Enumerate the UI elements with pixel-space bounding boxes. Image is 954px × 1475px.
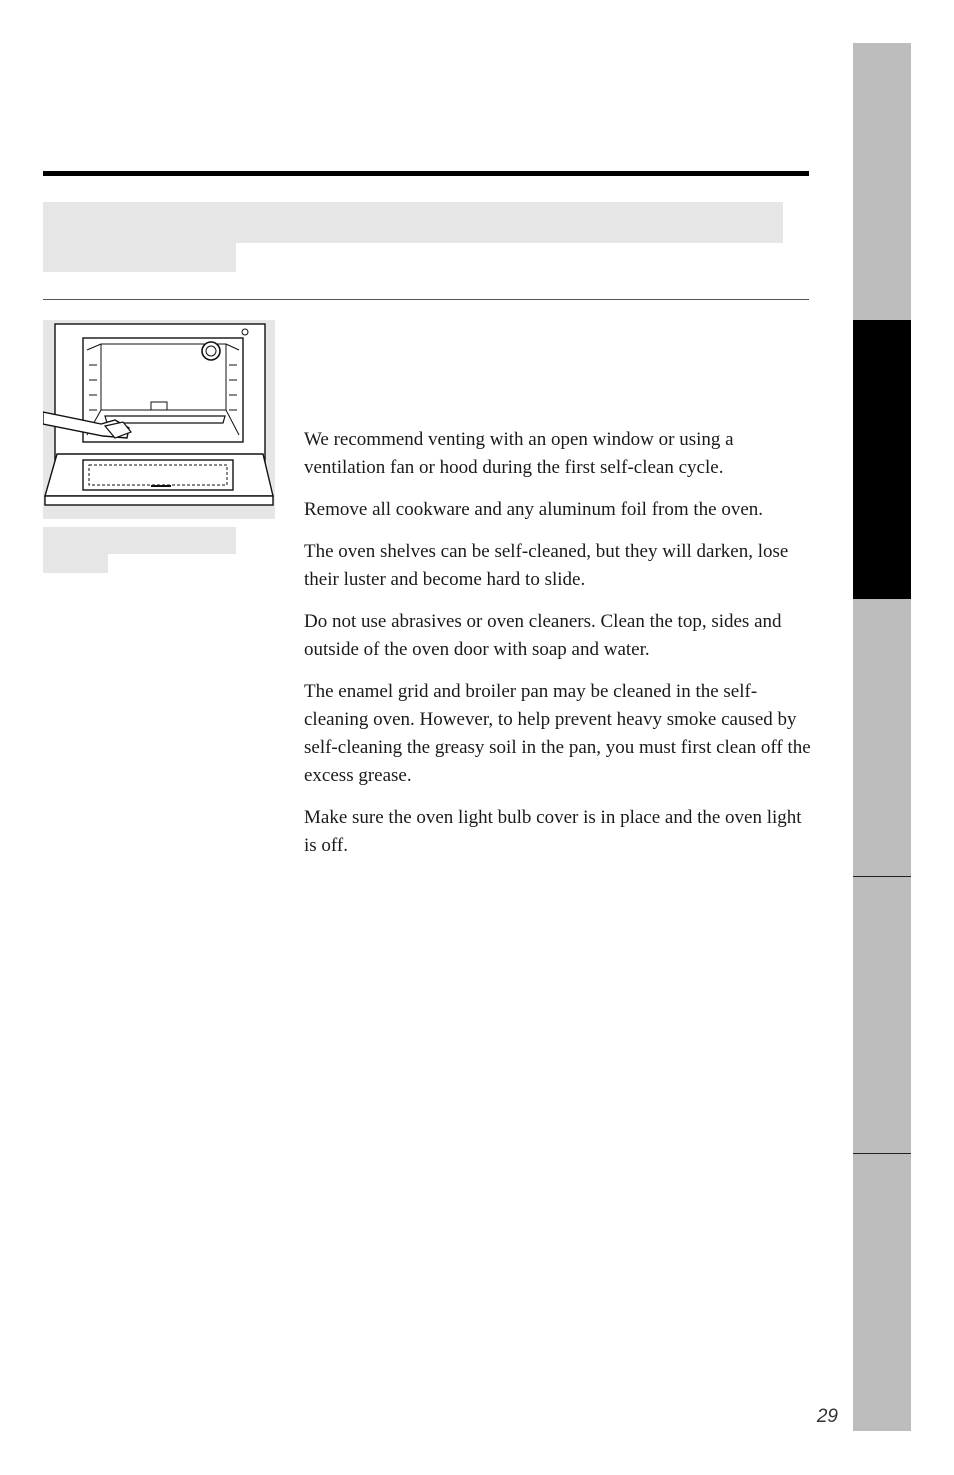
tab-divider xyxy=(853,876,911,877)
paragraph: Make sure the oven light bulb cover is in place and the oven light is off. xyxy=(304,807,802,856)
paragraph: The oven shelves can be self-cleaned, but they will darken, lose their luster and become hard to slide. xyxy=(304,541,789,590)
paragraph: We recommend venting with an open window or using a ventilation fan or hood during the first self-clean cycle. xyxy=(304,429,734,478)
tab-divider xyxy=(853,1153,911,1154)
section-rule xyxy=(43,299,809,300)
paragraph: The enamel grid and broiler pan may be cleaned in the self-cleaning oven. However, to help prevent heavy smoke caused by self-cleaning the greasy soil in the pan, you must first clean off the excess grease. xyxy=(304,681,811,786)
oven-cleaning-illustration xyxy=(43,320,275,519)
title-redaction-band xyxy=(43,202,783,243)
subtitle-redaction-band xyxy=(43,243,236,272)
active-section-tab xyxy=(853,320,911,599)
header-rule xyxy=(43,171,809,176)
section-tab-strip xyxy=(853,43,911,1431)
caption-redaction-band xyxy=(43,527,236,554)
page-number: 29 xyxy=(816,1406,838,1427)
instructions-text xyxy=(304,426,814,874)
paragraph: Do not use abrasives or oven cleaners. Clean the top, sides and outside of the oven door with soap and water. xyxy=(304,611,782,660)
paragraph: Remove all cookware and any aluminum foil from the oven. xyxy=(304,499,764,520)
caption-redaction-band-tail xyxy=(43,554,108,573)
